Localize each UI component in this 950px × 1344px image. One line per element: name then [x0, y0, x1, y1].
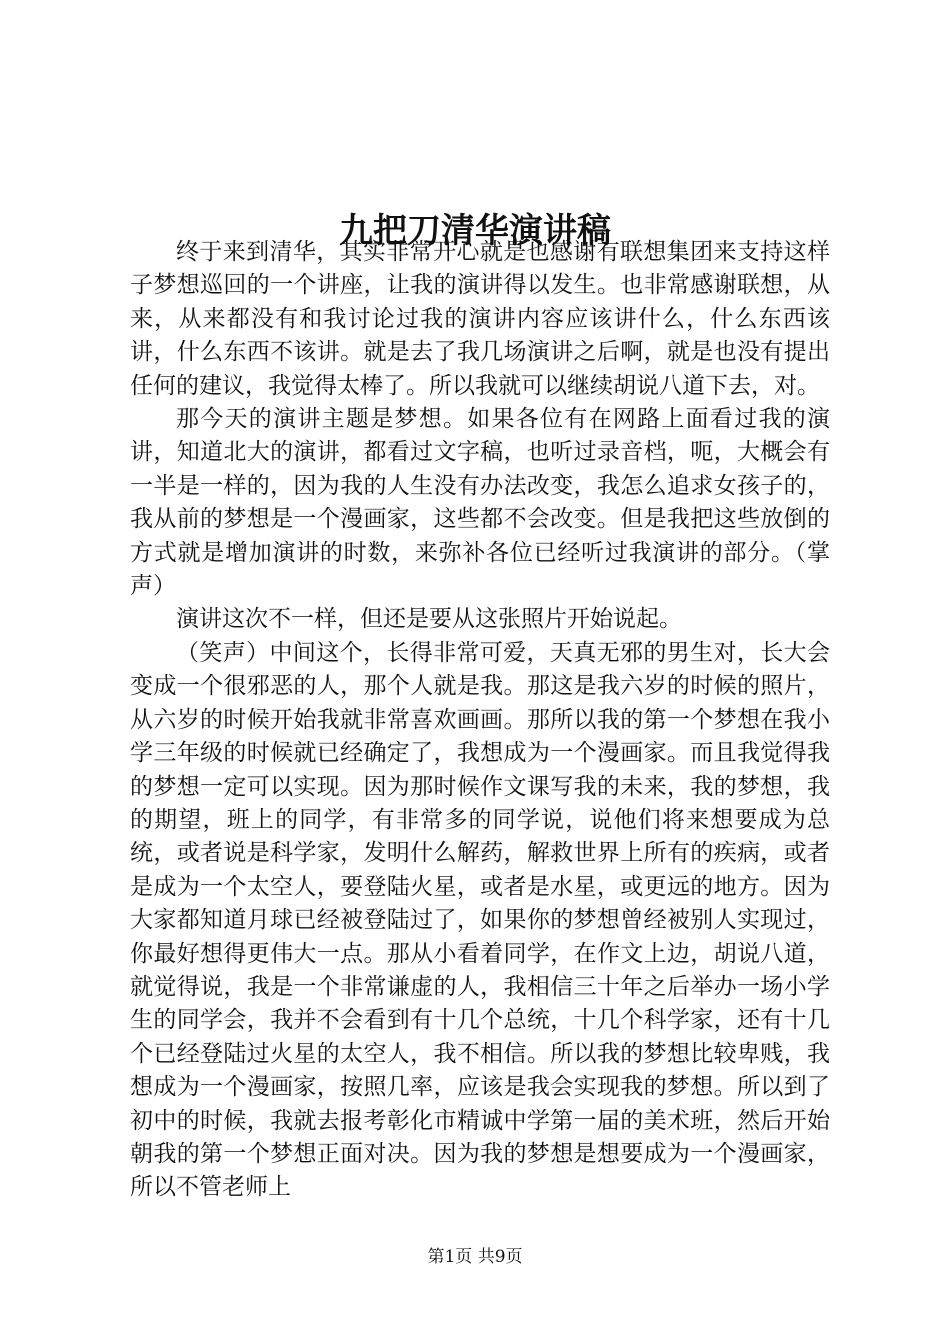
- paragraph-1: 终于来到清华，其实非常开心就是也感谢有联想集团来支持这样子梦想巡回的一个讲座，让我的演讲得以发生。也非常感谢联想，从来，从来都没有和我讨论过我的演讲内容应该讲什么，什么东西该讲，什么东西不该讲。就是去了我几场演讲之后啊，就是也没有提出任何的建议，我觉得太棒了。所以我就可以继续胡说八道下去，对。: [130, 239, 830, 399]
- document-title: 九把刀清华演讲稿: [339, 210, 611, 251]
- document-body: [130, 236, 830, 1205]
- paragraph-3: 演讲这次不一样，但还是要从这张照片开始说起。: [176, 606, 682, 633]
- paragraph-4: （笑声）中间这个，长得非常可爱，天真无邪的男生对，长大会变成一个很邪恶的人，那个人就是我。那这是我六岁的时候的照片，从六岁的时候开始我就非常喜欢画画。那所以我的第一个梦想在我小学三年级的时候就已经确定了，我想成为一个漫画家。而且我觉得我的梦想一定可以实现。因为那时候作文课写我的未来，我的梦想，我的期望，班上的同学，有非常多的同学说，说他们将来想要成为总统，或者说是科学家，发明什么解药，解救世界上所有的疾病，或者是成为一个太空人，要登陆火星，或者是水星，或更远的地方。因为大家都知道月球已经被登陆过了，如果你的梦想曾经被别人实现过，你最好想得更伟大一点。那从小看着同学，在作文上边，胡说八道，就觉得说，我是一个非常谦虚的人，我相信三十年之后举办一场小学生的同学会，我并不会看到有十几个总统，十几个科学家，还有十几个已经登陆过火星的太空人，我不相信。所以我的梦想比较卑贱，我想成为一个漫画家，按照几率，应该是我会实现我的梦想。所以到了初中的时候，我就去报考彰化市精诚中学第一届的美术班，然后开始朝我的第一个梦想正面对决。因为我的梦想是想要成为一个漫画家，所以不管老师上: [130, 639, 830, 1201]
- page-footer: 第1页 共9页: [427, 1247, 523, 1267]
- paragraph-2: 那今天的演讲主题是梦想。如果各位有在网路上面看过我的演讲，知道北大的演讲，都看过文字稿，也听过录音档，呃，大概会有一半是一样的，因为我的人生没有办法改变，我怎么追求女孩子的，我从前的梦想是一个漫画家，这些都不会改变。但是我把这些放倒的方式就是增加演讲的时数，来弥补各位已经听过我演讲的部分。（掌声）: [130, 406, 830, 600]
